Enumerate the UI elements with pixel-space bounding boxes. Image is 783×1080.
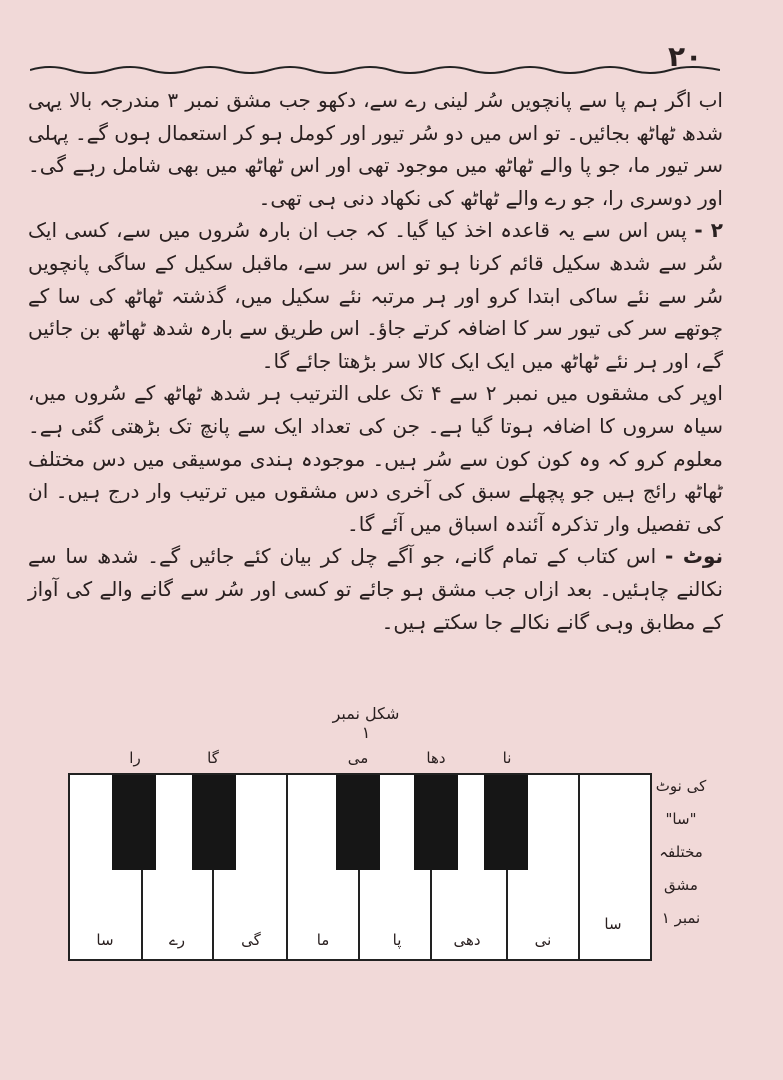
white-key-label-6: دھی [453,931,481,949]
page-number: ۲۰ [668,40,703,73]
black-key-3 [336,775,380,870]
white-key-label-2: رے [168,931,186,949]
side-note-line-5: نمبر ۱ [661,909,701,927]
black-key-label-2: گا [207,749,219,767]
white-key-divider [578,775,580,959]
black-key-label-1: را [129,749,141,767]
paragraph-2-number: ۲ - [694,218,723,243]
side-note-line-4: مشق [664,876,698,894]
white-key-label-1: سا [96,931,114,949]
black-key-label-5: نا [502,749,512,767]
note-paragraph [28,540,723,638]
paragraph-3: اوپر کی مشقوں میں نمبر ۲ سے ۴ تک علی الترتیب ہر شدھ ٹھاٹھ کے سُروں میں، سیاہ سروں کا اضافہ ہوتا گیا ہے۔ جن کی تعداد ایک سے پانچ تک بڑھتی گئی ہے۔ معلوم کرو کہ وہ کون کون سے سُر ہیں۔ موجودہ ہندی موسیقی میں دس مختلف ٹھاٹھ رائج ہیں جو پچھلے سبق کی آخری دس مشقوں میں ترتیب وار درج ہیں۔ ان کی تفصیل وار تذکرہ آئندہ اسباق میں آئے گا۔ [28,381,723,536]
header-wavy-rule [30,62,720,78]
black-key-4 [414,775,458,870]
white-key-label-5: پا [392,931,402,949]
black-key-label-3: می [347,749,369,767]
paragraph-2-text: پس اس سے یہ قاعدہ اخذ کیا گیا۔ کہ جب ان بارہ سُروں میں سے، کسی ایک سُر سے شدھ سکیل قائم کرنا ہو تو اس سر سے، ماقبل سکیل کے ساگی پانچویں سُر سے نئے ساکی ابتدا کرو اور ہر مرتبہ نئے سکیل میں، گذشتہ ٹھاٹھ کی سا کے چوتھے سر کی تیور سر کا اضافہ کرتے جاؤ۔ اس طریق سے بارہ شدھ ٹھاٹھ بن جائیں گے، اور ہر نئے ٹھاٹھ میں ایک ایک کالا سر بڑھتا جائے گا۔ [28,218,723,373]
body-text [28,84,723,638]
white-key-label-4: ما [316,931,330,949]
side-note-line-1: کی نوٹ [655,777,707,795]
note-text: اس کتاب کے تمام گانے، جو آگے چل کر بیان کئے جائیں گے۔ شدھ سا سے نکالنے چاہئیں۔ بعد ازاں جب مشق ہو جائے تو کسی اور سُر سے گانے والے کی آواز کے مطابق وہی گانے نکالے جا سکتے ہیں۔ [28,544,723,634]
black-key-5 [484,775,528,870]
black-key-label-4: دھا [426,749,446,767]
side-note-line-2: "سا" [665,810,697,828]
white-key-label-7: نی [534,931,552,949]
paragraph-2 [28,214,723,377]
figure-title: شکل نمبر ۱ [332,704,400,742]
black-key-1 [112,775,156,870]
white-key-label-8: سا [604,915,622,933]
white-key-divider [286,775,288,959]
side-note-line-3: مختلفہ [659,843,703,861]
black-key-2 [192,775,236,870]
paragraph-1: اب اگر ہم پا سے پانچویں سُر لینی رے سے، دکھو جب مشق نمبر ۳ مندرجہ بالا یہی شدھ ٹھاٹھ بجائیں۔ تو اس میں دو سُر تیور اور کومل ہو کر استعمال ہوں گے۔ پہلی سر تیور ما، جو پا والے ٹھاٹھ میں موجود تھی اور اس ٹھاٹھ میں بھی شامل رہے گی۔ اور دوسری را، جو رے والے ٹھاٹھ کی نکھاد دنی ہی تھی۔ [28,88,723,210]
figure-side-note [650,770,712,935]
note-label: نوٹ - [665,544,723,569]
white-key-label-3: گی [241,931,261,949]
piano-keyboard-diagram [68,773,652,961]
